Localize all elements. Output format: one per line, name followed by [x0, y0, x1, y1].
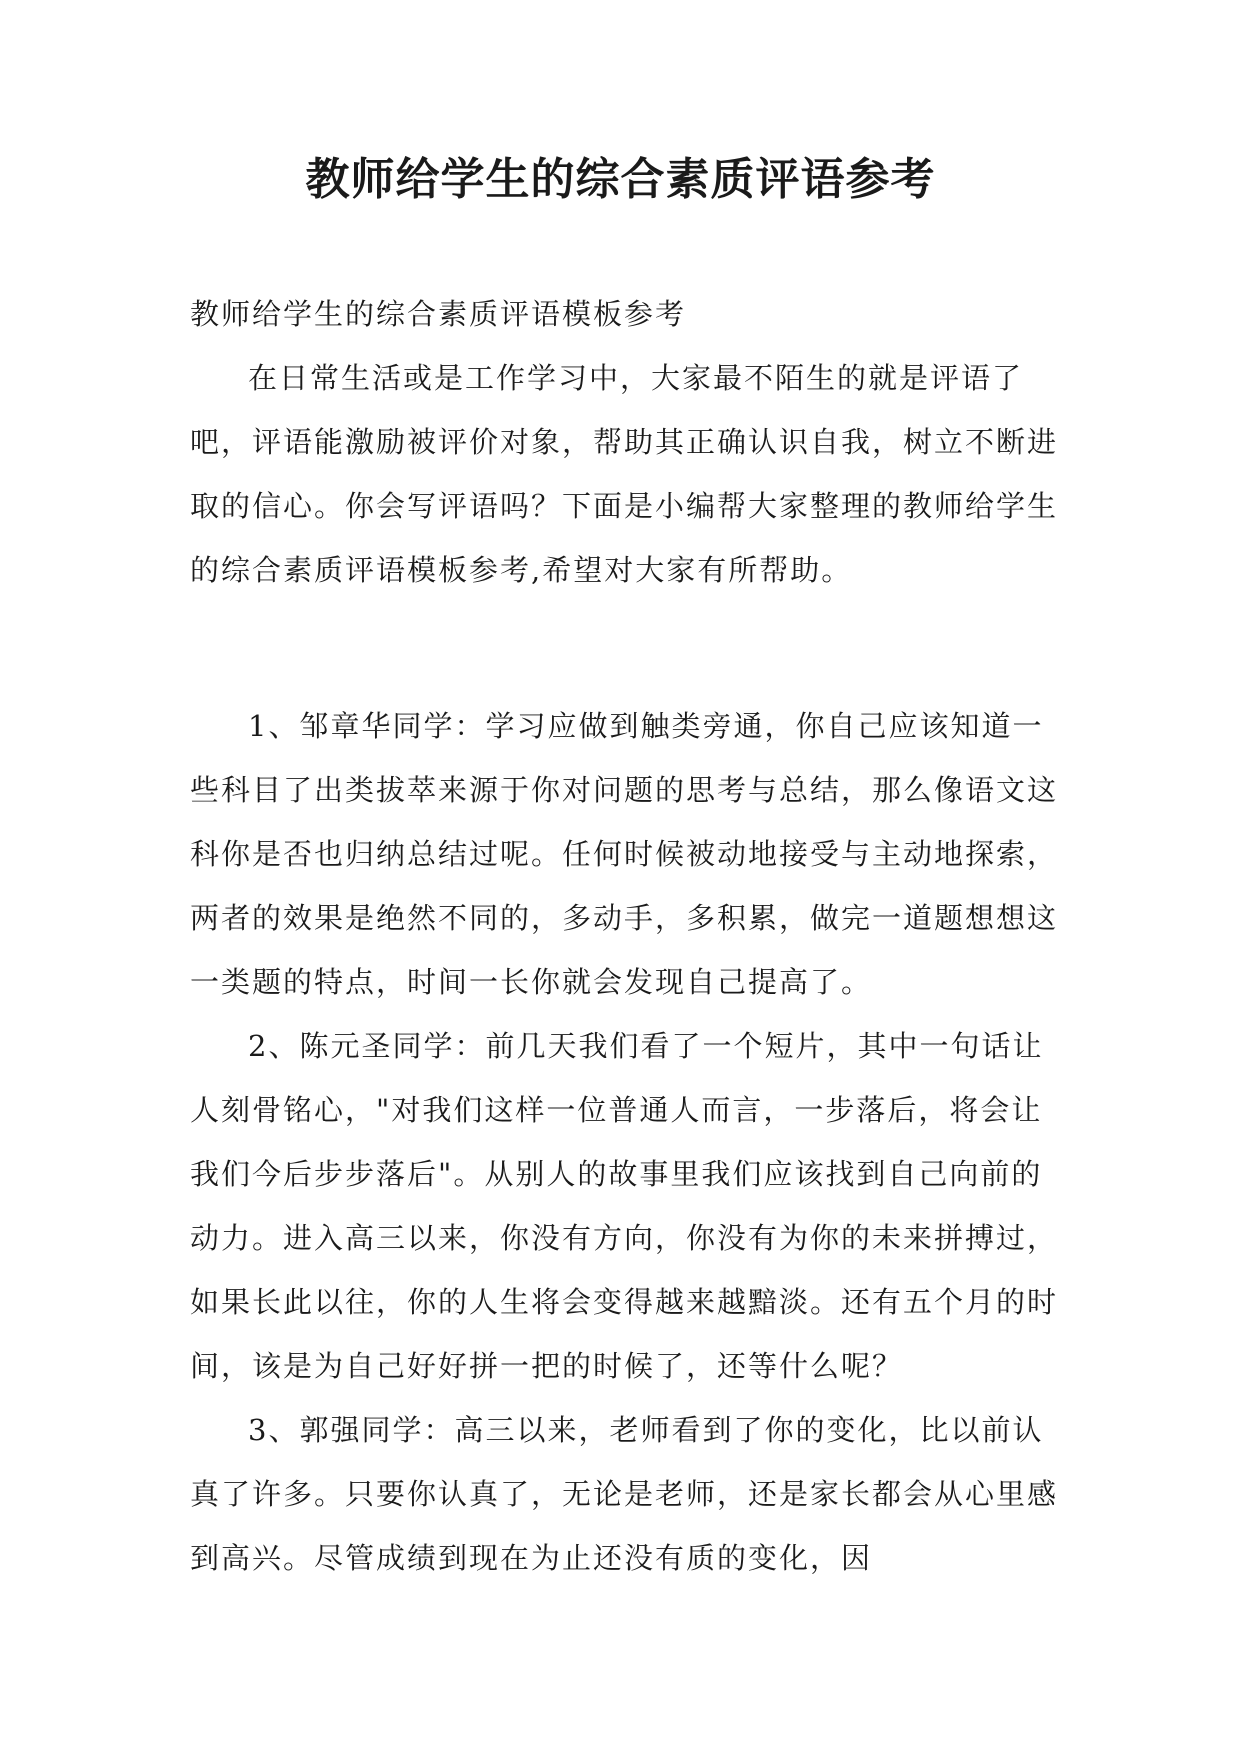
- document-subtitle: 教师给学生的综合素质评语模板参考: [190, 297, 687, 331]
- comment-paragraph-3: 3、郭强同学：高三以来，老师看到了你的变化，比以前认真了许多。只要你认真了，无论是老师，还是家长都会从心里感到高兴。尽管成绩到现在为止还没有质的变化，因: [190, 1413, 1059, 1575]
- document-body: [190, 282, 1062, 1590]
- comment-paragraph-2: 2、陈元圣同学：前几天我们看了一个短片，其中一句话让人刻骨铭心，"对我们这样一位普通人而言，一步落后，将会让我们今后步步落后"。从别人的故事里我们应该找到自己向前的动力。进入高三以来，你没有方向，你没有为你的未来拼搏过，如果长此以往，你的人生将会变得越来越黯淡。还有五个月的时间，该是为自己好好拼一把的时候了，还等什么呢？: [190, 1029, 1059, 1383]
- comment-paragraph-1: 1、邹章华同学：学习应做到触类旁通，你自己应该知道一些科目了出类拔萃来源于你对问题的思考与总结，那么像语文这科你是否也归纳总结过呢。任何时候被动地接受与主动地探索，两者的效果是绝然不同的，多动手，多积累，做完一道题想想这一类题的特点，时间一长你就会发现自己提高了。: [190, 709, 1059, 999]
- intro-paragraph: 在日常生活或是工作学习中，大家最不陌生的就是评语了吧，评语能激励被评价对象，帮助其正确认识自我，树立不断进取的信心。你会写评语吗？下面是小编帮大家整理的教师给学生的综合素质评语模板参考,希望对大家有所帮助。: [190, 361, 1059, 587]
- paragraph-gap: [190, 602, 1062, 694]
- document-title: 教师给学生的综合素质评语参考: [305, 154, 936, 205]
